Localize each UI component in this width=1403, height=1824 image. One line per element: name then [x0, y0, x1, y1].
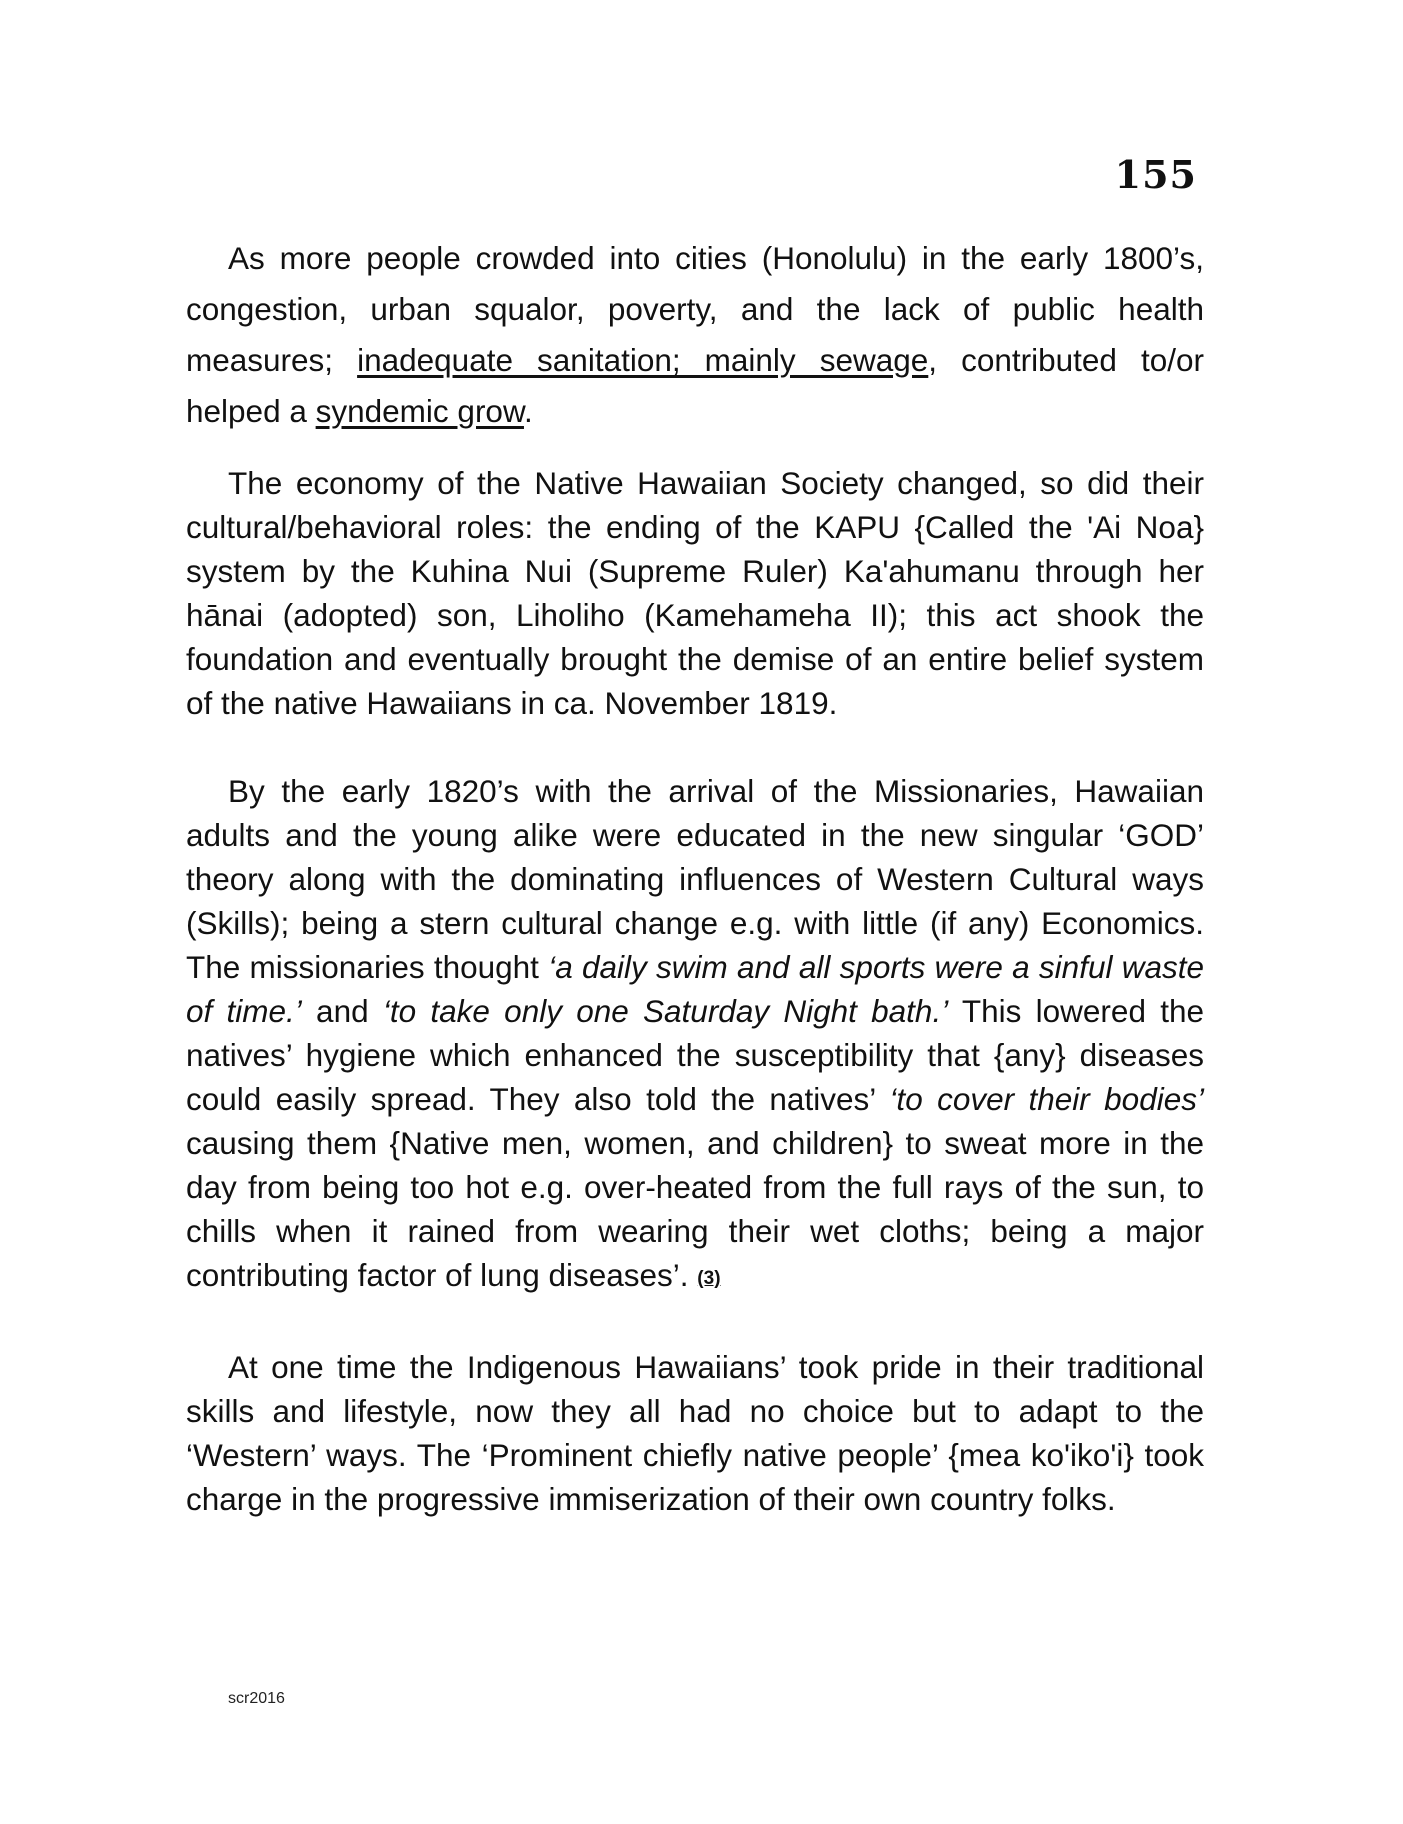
paragraph-1-text-a: As more people crowded into cities (Honolulu) in the early 1800’s, congestion, urban squalor, poverty, and the lack of public health measures;: [186, 240, 1204, 378]
page-number: 155: [1114, 152, 1197, 197]
paragraph-2: The economy of the Native Hawaiian Society changed, so did their cultural/behavioral roles: the ending of the KAPU {Called the 'Ai Noa} system by the Kuhina Nui (Supreme Ruler) Ka'ahumanu through her hānai (adopted) son, Liholiho (Kamehameha II); this act shook the foundation and eventually brought the demise of an entire belief system of the native Hawaiians in ca. November 1819.: [186, 465, 1204, 721]
paragraph-1-text-b: , contributed to/or helped a: [186, 342, 1204, 429]
paragraph-3-text-a: By the early 1820’s with the arrival of the Missionaries, Hawaiian adults and the young alike were educated in the new singular ‘GOD’ theory along with the dominating influences of Western Cultural ways (Skills); being a stern cultural change e.g. with little (if any) Economics. The missionaries thought: [186, 773, 1204, 985]
paragraph-1-text-c: .: [523, 393, 533, 429]
footer-text: scr2016: [228, 1690, 285, 1707]
paragraph-3: [186, 769, 1204, 1301]
reference-marker: (3): [697, 1268, 721, 1289]
italic-quote-swim: ‘a daily swim and all sports were a sinful waste of time.’: [186, 949, 1204, 1029]
underlined-phrase-syndemic: syndemic grow: [315, 393, 524, 429]
paragraph-4: At one time the Indigenous Hawaiians’ took pride in their traditional skills and lifestyle, now they all had no choice but to adapt to the ‘Western’ ways. The ‘Prominent chiefly native people’ {mea ko'iko'i} took charge in the progressive immiserization of their own country folks.: [186, 1349, 1204, 1517]
body-text: [186, 233, 1204, 1521]
paragraph-1: [186, 233, 1204, 437]
italic-quote-cover: ‘to cover their bodies’: [889, 1081, 1204, 1117]
underlined-phrase-sanitation: inadequate sanitation; mainly sewage: [357, 342, 929, 378]
paragraph-3-text-d: causing them {Native men, women, and children} to sweat more in the day from being too hot e.g. over-heated from the full rays of the sun, to chills when it rained from wearing their wet cloths; being a major contributing factor of lung diseases’.: [186, 1125, 1204, 1293]
paragraph-3-text-b: and: [301, 993, 383, 1029]
paragraph-3-text-c: This lowered the natives’ hygiene which enhanced the susceptibility that {any} diseases could easily spread. They also told the natives’: [186, 993, 1205, 1117]
italic-quote-bath: ‘to take only one Saturday Night bath.’: [382, 993, 949, 1029]
